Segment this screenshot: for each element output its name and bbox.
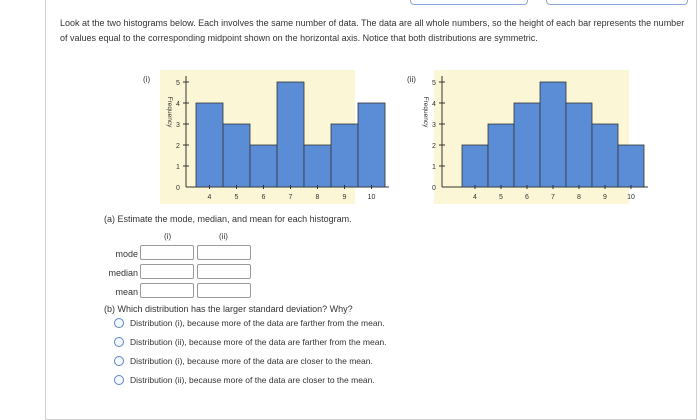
radio-icon[interactable] [114, 337, 124, 347]
histogram-bar [304, 145, 331, 187]
y-tick-label: 5 [432, 80, 436, 87]
histogram-bar [331, 124, 358, 187]
x-tick-label: 8 [315, 194, 320, 201]
radio-icon[interactable] [114, 356, 124, 366]
x-tick-label: 6 [525, 194, 529, 201]
mean-ii-input[interactable] [197, 283, 251, 298]
y-tick-label: 3 [432, 122, 436, 129]
histogram-bar [592, 124, 618, 187]
y-tick-label: 4 [176, 101, 180, 108]
mean-i-input[interactable] [140, 283, 194, 298]
histogram-i-label: (i) [143, 75, 151, 84]
row-label-median: median [108, 268, 138, 278]
histogram-bar [358, 103, 385, 187]
option-1[interactable] [114, 318, 385, 328]
y-tick-label: 4 [432, 101, 436, 108]
x-tick-label: 10 [367, 194, 376, 201]
y-tick-label: 0 [432, 185, 436, 192]
x-tick-label: 4 [473, 194, 477, 201]
part-b-question: (b) Which distribution has the larger standard deviation? Why? [104, 304, 353, 314]
y-axis-label: Frequency [166, 96, 173, 128]
median-i-input[interactable] [140, 264, 194, 279]
x-tick-label: 6 [261, 194, 266, 201]
x-tick-label: 5 [234, 194, 239, 201]
x-tick-label: 9 [342, 194, 347, 201]
histogram-bar [277, 82, 304, 187]
y-tick-label: 5 [176, 80, 180, 87]
row-label-mode: mode [115, 249, 138, 259]
option-1-label: Distribution (i), because more of the data are farther from the mean. [130, 318, 385, 328]
median-ii-input[interactable] [197, 264, 251, 279]
y-tick-label: 2 [176, 143, 180, 150]
histogram-bar [566, 103, 592, 187]
histogram-bar [196, 103, 223, 187]
y-axis-label: Frequency [422, 96, 429, 128]
x-tick-label: 8 [577, 194, 581, 201]
x-tick-label: 10 [627, 194, 635, 201]
intro-text: Look at the two histograms below. Each involves the same number of data. The data are all whole numbers, so the height of each bar represents the number of values equal to the corresponding midpoint shown on the horizontal axis. Notice that both distributions are symmetric. [60, 18, 685, 43]
option-4[interactable] [114, 375, 375, 385]
x-tick-label: 4 [207, 194, 212, 201]
y-tick-label: 3 [176, 122, 180, 129]
histogram-bar [540, 82, 566, 187]
option-4-label: Distribution (ii), because more of the data are closer to the mean. [130, 375, 375, 385]
histogram-bar [488, 124, 514, 187]
radio-icon[interactable] [114, 318, 124, 328]
top-button-right[interactable] [546, 0, 688, 5]
histogram-i [160, 70, 376, 204]
histogram-bar [223, 124, 250, 187]
option-3-label: Distribution (i), because more of the data are closer to the mean. [130, 356, 373, 366]
mode-ii-input[interactable] [197, 245, 251, 260]
part-a-question: (a) Estimate the mode, median, and mean for each histogram. [104, 214, 352, 224]
row-label-mean: mean [115, 287, 138, 297]
histogram-bar [514, 103, 540, 187]
histogram-ii-label: (ii) [407, 75, 416, 84]
histogram-bar [618, 145, 644, 187]
option-2-label: Distribution (ii), because more of the data are farther from the mean. [130, 337, 387, 347]
x-tick-label: 9 [603, 194, 607, 201]
histogram-bar [462, 145, 488, 187]
y-tick-label: 1 [176, 164, 180, 171]
histogram-i-svg [160, 70, 376, 204]
y-tick-label: 0 [176, 185, 180, 192]
x-tick-label: 5 [499, 194, 503, 201]
radio-icon[interactable] [114, 375, 124, 385]
x-tick-label: 7 [288, 194, 293, 201]
histogram-ii-svg [422, 70, 661, 204]
y-tick-label: 1 [432, 164, 436, 171]
top-button-left[interactable] [410, 0, 528, 5]
col-header-ii: (ii) [219, 232, 228, 241]
histogram-bar [250, 145, 277, 187]
col-header-i: (i) [164, 232, 172, 241]
histogram-ii [422, 70, 635, 204]
mode-i-input[interactable] [140, 245, 194, 260]
option-3[interactable] [114, 356, 373, 366]
y-tick-label: 2 [432, 143, 436, 150]
x-tick-label: 7 [551, 194, 555, 201]
option-2[interactable] [114, 337, 387, 347]
